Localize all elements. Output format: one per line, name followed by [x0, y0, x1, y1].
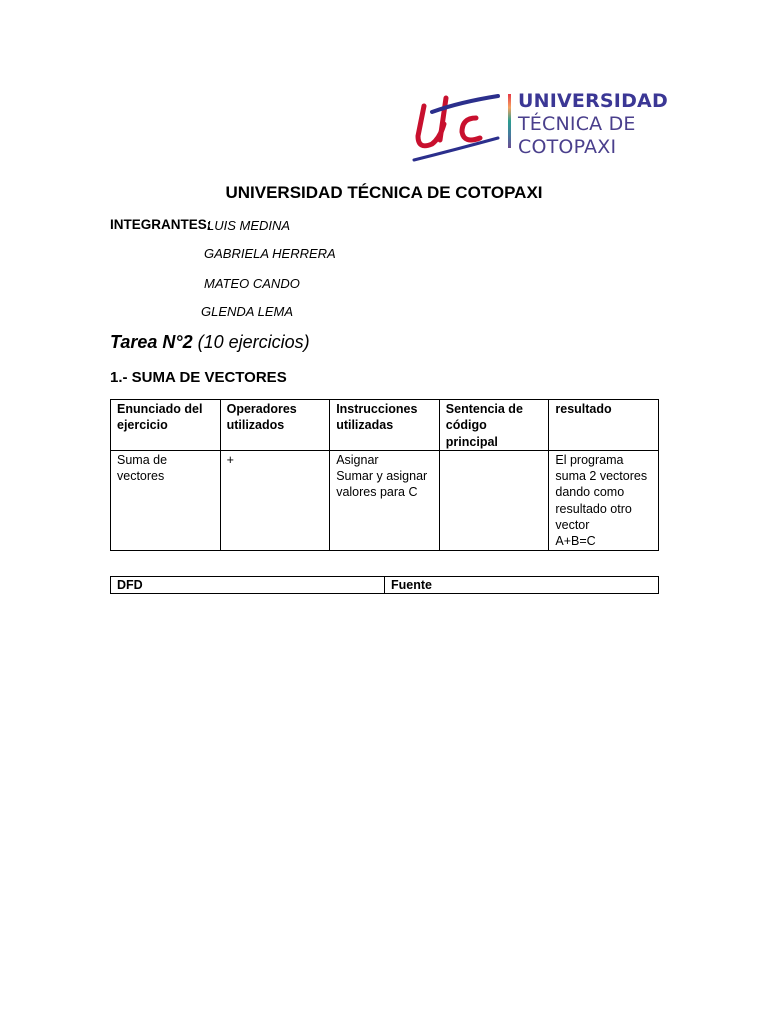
header-text: ejercicio	[117, 418, 168, 433]
logo-divider	[508, 94, 511, 148]
header-cell	[549, 400, 659, 451]
table-header-row	[111, 400, 659, 451]
cell-text: suma 2 vectores	[555, 469, 648, 484]
cell-text: dando como	[555, 485, 625, 500]
member-name: LUIS MEDINA	[207, 218, 291, 233]
header-text: Enunciado del	[117, 402, 203, 416]
header-text: Sentencia de	[445, 402, 523, 416]
header-text: Operadores	[226, 402, 297, 416]
cell-text: El programa	[555, 452, 624, 467]
table-cell	[111, 450, 221, 550]
table-cell	[220, 450, 330, 550]
cell-text: Suma de	[117, 452, 168, 467]
header-text: utilizadas	[336, 418, 394, 433]
cell-text: valores para C	[336, 485, 418, 500]
header-text: Instrucciones	[336, 402, 418, 416]
member-name: MATEO CANDO	[204, 276, 300, 291]
header-text: código	[445, 418, 487, 433]
header-cell	[220, 400, 330, 451]
table-cell	[330, 450, 440, 550]
dfd-table	[110, 576, 659, 594]
header-cell	[330, 400, 440, 451]
logo-line-2: TÉCNICA DE	[518, 113, 636, 135]
cell-text: +	[226, 452, 234, 467]
member-name: GABRIELA HERRERA	[204, 246, 336, 261]
cell-text: A+B=C	[555, 534, 596, 549]
cell-text: Asignar	[336, 452, 379, 467]
header-text: utilizados	[226, 418, 285, 433]
section-heading: 1.- SUMA DE VECTORES	[110, 369, 287, 386]
cell-text: vector	[555, 518, 590, 533]
cell-text: Sumar y asignar	[336, 469, 428, 484]
member-name: GLENDA LEMA	[201, 304, 293, 319]
table-cell	[549, 450, 659, 550]
dfd-header-row	[111, 577, 659, 594]
cell-text: vectores	[117, 469, 165, 484]
header-text: resultado	[555, 402, 612, 416]
header-cell	[111, 400, 221, 451]
cell-text: resultado otro	[555, 501, 632, 516]
exercise-table	[110, 399, 659, 551]
fuente-cell: Fuente	[385, 577, 659, 594]
assignment-heading	[110, 332, 310, 353]
logo-line-1: UNIVERSIDAD	[518, 90, 668, 112]
logo-wordmark	[518, 90, 668, 159]
dfd-cell: DFD	[111, 577, 385, 594]
table-row	[111, 450, 659, 550]
logo-line-3: COTOPAXI	[518, 136, 617, 158]
utc-logo-icon	[410, 88, 508, 168]
university-logo	[410, 88, 668, 168]
assignment-count: (10 ejercicios)	[197, 332, 310, 352]
integrantes-label: INTEGRANTES:	[110, 217, 212, 232]
header-cell	[439, 400, 549, 451]
document-title: UNIVERSIDAD TÉCNICA DE COTOPAXI	[225, 183, 543, 202]
assignment-number: Tarea N°2	[110, 332, 193, 352]
header-text: principal	[445, 434, 498, 449]
table-cell	[439, 450, 549, 550]
